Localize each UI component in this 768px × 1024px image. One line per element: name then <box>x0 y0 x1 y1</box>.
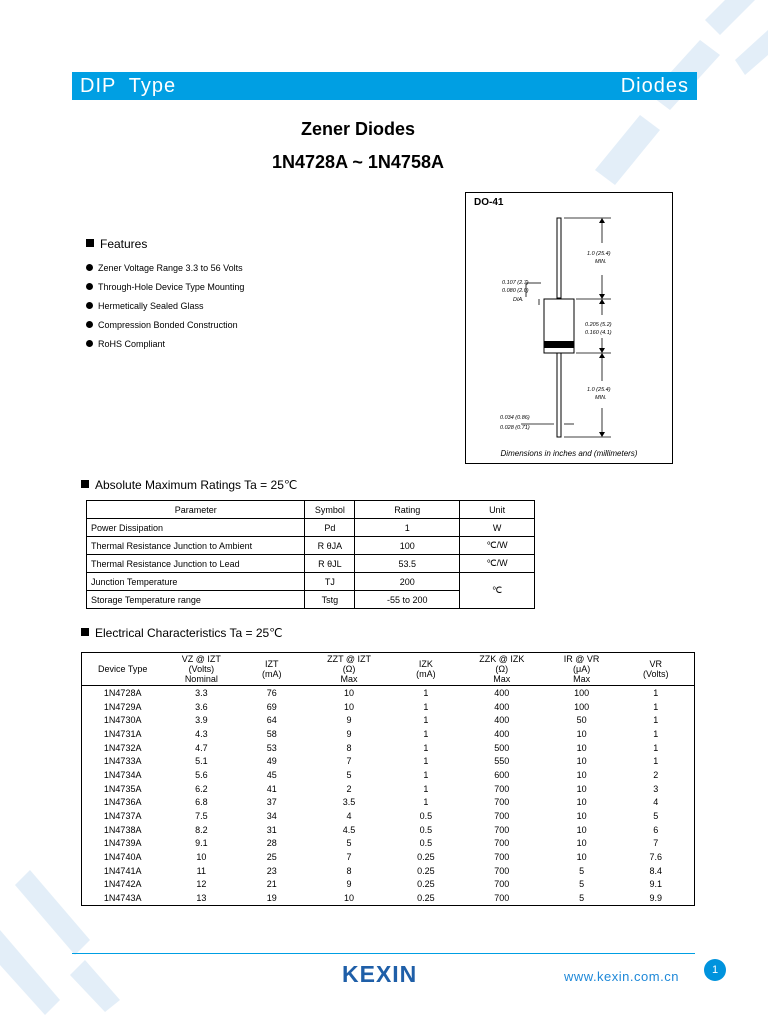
list-item: Hermetically Sealed Glass <box>86 296 244 315</box>
table-cell: 1 <box>618 727 695 741</box>
table-row: Thermal Resistance Junction to Ambient R θJA 100 ℃/W <box>87 537 535 555</box>
package-outline <box>465 192 673 464</box>
table-cell: 4.5 <box>342 824 356 835</box>
website-link[interactable]: www.kexin.com.cn <box>564 969 679 984</box>
table-cell: 1N4740A <box>82 850 164 864</box>
table-row <box>82 686 695 700</box>
temp-unit-cell: ℃ <box>460 573 535 609</box>
table-cell: 5 <box>579 879 585 890</box>
table-row <box>82 727 695 741</box>
table-cell: 41 <box>266 783 277 794</box>
table-cell: 12 <box>196 879 207 890</box>
dim-dia-a: 0.107 (2.7) <box>502 280 529 286</box>
table-cell: 53 <box>266 742 277 753</box>
table-cell: 10 <box>576 783 587 794</box>
table-cell: 1N4732A <box>82 741 164 755</box>
table-row <box>82 891 695 905</box>
table-cell: 28 <box>266 838 277 849</box>
table-cell: 9.1 <box>618 878 695 892</box>
table-cell: 700 <box>494 879 510 890</box>
table-cell: 10 <box>344 701 355 712</box>
table-cell: 10 <box>576 811 587 822</box>
table-cell: 7.5 <box>195 811 208 822</box>
table-cell: 1 <box>618 686 695 700</box>
table-cell: 9.1 <box>195 838 208 849</box>
table-cell: 10 <box>344 687 355 698</box>
dim-body-a: 0.205 (5.2) <box>585 322 612 328</box>
table-row <box>82 878 695 892</box>
table-cell: 700 <box>494 824 510 835</box>
table-cell: 10 <box>576 756 587 767</box>
table-header-row: Parameter Symbol Rating Unit <box>87 501 535 519</box>
table-row: Storage Temperature range Tstg -55 to 200 <box>87 591 535 609</box>
bottom-lead <box>557 353 561 437</box>
table-cell: 21 <box>266 879 277 890</box>
table-cell: 9 <box>346 715 352 726</box>
table-cell: 45 <box>266 769 277 780</box>
table-cell: 7 <box>618 837 695 851</box>
square-bullet-icon <box>81 628 89 636</box>
table-row <box>82 837 695 851</box>
table-cell: 1 <box>423 756 429 767</box>
table-cell: 13 <box>163 891 239 905</box>
page-subtitle: 1N4728A ~ 1N4758A <box>272 152 444 172</box>
table-cell: 1N4730A <box>82 713 164 727</box>
table-cell: 1N4736A <box>82 796 164 810</box>
col-header: IZT (mA) <box>239 653 304 686</box>
table-cell: 3.6 <box>195 701 208 712</box>
table-cell: 700 <box>494 811 510 822</box>
table-cell: 1 <box>423 769 429 780</box>
table-cell: 700 <box>494 865 510 876</box>
table-cell: 7 <box>346 756 352 767</box>
table-cell: 1 <box>423 797 429 808</box>
bullet-icon <box>86 264 93 271</box>
table-cell: 49 <box>266 756 277 767</box>
table-cell: 69 <box>266 701 277 712</box>
col-header: VZ @ IZT (Volts) Nominal <box>163 653 239 686</box>
table-cell: 6 <box>618 823 695 837</box>
table-cell: 8.2 <box>195 824 208 835</box>
table-cell: 76 <box>266 687 277 698</box>
table-row: Thermal Resistance Junction to Lead R θJL 53.5 ℃/W <box>87 555 535 573</box>
table-cell: 5 <box>579 865 585 876</box>
table-cell: 4.3 <box>195 728 208 739</box>
elec-table <box>81 652 695 906</box>
table-row <box>82 850 695 864</box>
table-cell: 3.5 <box>342 797 356 808</box>
table-cell: 1N4743A <box>82 891 164 905</box>
dim-wire-b: 0.028 (0.71) <box>500 425 530 431</box>
table-cell: 1 <box>423 783 429 794</box>
table-cell: 0.5 <box>419 811 433 822</box>
table-cell: 1N4729A <box>82 700 164 714</box>
top-lead <box>557 218 561 298</box>
kexin-logo: KEXIN <box>342 961 418 987</box>
bullet-icon <box>86 302 93 309</box>
dim-lead-bot-a: 1.0 (25.4) <box>587 387 611 393</box>
table-cell: 0.25 <box>394 891 458 905</box>
table-row: Power Dissipation Pd 1 W <box>87 519 535 537</box>
table-cell: 1 <box>618 741 695 755</box>
table-cell: 1N4728A <box>82 686 164 700</box>
table-cell: 600 <box>494 769 510 780</box>
table-cell: 3 <box>618 782 695 796</box>
table-cell: 400 <box>494 728 510 739</box>
table-cell: 500 <box>494 742 510 753</box>
cathode-band <box>544 341 574 348</box>
bullet-icon <box>86 321 93 328</box>
table-cell: 58 <box>266 728 277 739</box>
table-cell: 1N4731A <box>82 727 164 741</box>
dim-body-b: 0.160 (4.1) <box>585 330 612 336</box>
features-heading-text: Features <box>100 237 148 251</box>
table-cell: 6.2 <box>195 783 208 794</box>
dim-lead-bot-b: MIN. <box>595 395 607 401</box>
list-item: Compression Bonded Construction <box>86 315 244 334</box>
table-cell: 0.25 <box>417 852 435 863</box>
table-cell: 1N4735A <box>82 782 164 796</box>
table-cell: 1 <box>423 687 429 698</box>
header-left: DIP Type <box>80 74 177 97</box>
table-cell: 700 <box>494 783 510 794</box>
table-cell: 0.5 <box>419 824 433 835</box>
square-bullet-icon <box>81 480 89 488</box>
table-cell: 9.9 <box>618 891 695 905</box>
table-row <box>82 768 695 782</box>
table-cell: 4 <box>346 811 352 822</box>
header-bar <box>72 72 697 100</box>
table-cell: 1N4738A <box>82 823 164 837</box>
page-number: 1 <box>704 959 726 981</box>
elec-heading <box>81 626 283 640</box>
table-cell: 2 <box>618 768 695 782</box>
features-list <box>86 258 244 353</box>
table-cell: 2 <box>346 783 352 794</box>
table-cell: 10 <box>304 891 394 905</box>
dim-dia-c: DIA. <box>513 297 524 303</box>
table-cell: 1N4741A <box>82 864 164 878</box>
table-cell: 10 <box>576 838 587 849</box>
dim-lead-top-b: MIN. <box>595 259 607 265</box>
list-item: RoHS Compliant <box>86 334 244 353</box>
table-row <box>82 809 695 823</box>
table-cell: 0.5 <box>419 838 433 849</box>
table-cell: 50 <box>576 715 587 726</box>
abs-max-table <box>86 500 535 609</box>
table-cell: 9 <box>346 879 352 890</box>
table-cell: 3.9 <box>195 715 208 726</box>
table-cell: 6.8 <box>195 797 208 808</box>
table-row <box>82 823 695 837</box>
table-cell: 5 <box>618 809 695 823</box>
bullet-icon <box>86 283 93 290</box>
table-cell: 400 <box>494 715 510 726</box>
col-header: ZZT @ IZT (Ω) Max <box>304 653 394 686</box>
table-cell: 1 <box>423 701 429 712</box>
table-row <box>82 741 695 755</box>
table-cell: 9 <box>346 728 352 739</box>
footer-divider <box>72 953 695 954</box>
table-cell: 10 <box>576 769 587 780</box>
table-row: Junction Temperature TJ 200 ℃ <box>87 573 535 591</box>
dim-lead-top-a: 1.0 (25.4) <box>587 251 611 257</box>
table-cell: 1 <box>423 742 429 753</box>
table-cell: 1 <box>618 754 695 768</box>
table-cell: 5.1 <box>195 756 208 767</box>
col-header: Device Type <box>82 653 164 686</box>
table-cell: 10 <box>576 728 587 739</box>
table-cell: 3.3 <box>195 687 208 698</box>
table-cell: 64 <box>266 715 277 726</box>
features-heading <box>86 237 147 251</box>
table-cell: 31 <box>266 824 277 835</box>
table-cell: 0.25 <box>417 865 435 876</box>
square-bullet-icon <box>86 239 94 247</box>
table-cell: 7 <box>346 852 352 863</box>
table-cell: 1N4742A <box>82 878 164 892</box>
col-header: VR (Volts) <box>618 653 695 686</box>
table-cell: 10 <box>576 824 587 835</box>
table-cell: 1N4733A <box>82 754 164 768</box>
elec-table-body <box>82 686 695 906</box>
table-row <box>82 796 695 810</box>
table-cell: 1 <box>618 713 695 727</box>
abs-max-heading-text: Absolute Maximum Ratings Ta = 25℃ <box>95 478 298 492</box>
table-row <box>82 713 695 727</box>
table-row <box>82 700 695 714</box>
table-cell: 1N4739A <box>82 837 164 851</box>
col-header: IR @ VR (μA) Max <box>546 653 618 686</box>
header-right: Diodes <box>620 74 689 97</box>
table-cell: 400 <box>494 687 510 698</box>
package-drawing <box>466 193 672 443</box>
table-cell: 10 <box>576 742 587 753</box>
table-cell: 100 <box>574 687 590 698</box>
table-cell: 1 <box>423 715 429 726</box>
bullet-icon <box>86 340 93 347</box>
table-cell: 5 <box>346 769 352 780</box>
table-cell: 8.4 <box>618 864 695 878</box>
package-caption: Dimensions in inches and (millimeters) <box>500 449 638 458</box>
table-cell: 550 <box>494 756 510 767</box>
table-cell: 1N4734A <box>82 768 164 782</box>
table-cell: 4 <box>618 796 695 810</box>
table-row <box>82 754 695 768</box>
col-header: ZZK @ IZK (Ω) Max <box>458 653 546 686</box>
table-cell: 34 <box>266 811 277 822</box>
table-cell: 11 <box>196 865 206 876</box>
table-cell: 1N4737A <box>82 809 164 823</box>
table-cell: 25 <box>266 852 277 863</box>
dim-wire-a: 0.034 (0.86) <box>500 415 530 421</box>
table-cell: 23 <box>266 865 277 876</box>
table-cell: 700 <box>494 838 510 849</box>
table-cell: 400 <box>494 701 510 712</box>
table-cell: 1 <box>618 700 695 714</box>
table-cell: 10 <box>576 797 587 808</box>
table-cell: 1 <box>423 728 429 739</box>
table-cell: 5 <box>546 891 618 905</box>
table-cell: 10 <box>576 852 587 863</box>
table-cell: 10 <box>196 852 207 863</box>
table-cell: 5.6 <box>195 769 208 780</box>
table-cell: 8 <box>346 742 352 753</box>
table-cell: 37 <box>266 797 277 808</box>
elec-heading-text: Electrical Characteristics Ta = 25℃ <box>95 626 283 640</box>
table-cell: 8 <box>346 865 352 876</box>
table-cell: 4.7 <box>195 742 208 753</box>
table-cell: 700 <box>494 852 510 863</box>
package-name: DO-41 <box>474 197 504 208</box>
table-cell: 5 <box>346 838 352 849</box>
list-item: Zener Voltage Range 3.3 to 56 Volts <box>86 258 244 277</box>
table-header-row <box>82 653 695 686</box>
table-cell: 0.25 <box>417 879 435 890</box>
table-cell: 7.6 <box>618 850 695 864</box>
dim-dia-b: 0.080 (2.0) <box>502 288 529 294</box>
abs-max-heading <box>81 478 297 492</box>
table-row <box>82 782 695 796</box>
table-cell: 700 <box>494 797 510 808</box>
table-cell: 700 <box>458 891 546 905</box>
list-item: Through-Hole Device Type Mounting <box>86 277 244 296</box>
page-title: Zener Diodes <box>300 119 416 139</box>
col-header: IZK (mA) <box>394 653 458 686</box>
table-cell: 100 <box>574 701 590 712</box>
table-cell: 19 <box>239 891 304 905</box>
table-row <box>82 864 695 878</box>
